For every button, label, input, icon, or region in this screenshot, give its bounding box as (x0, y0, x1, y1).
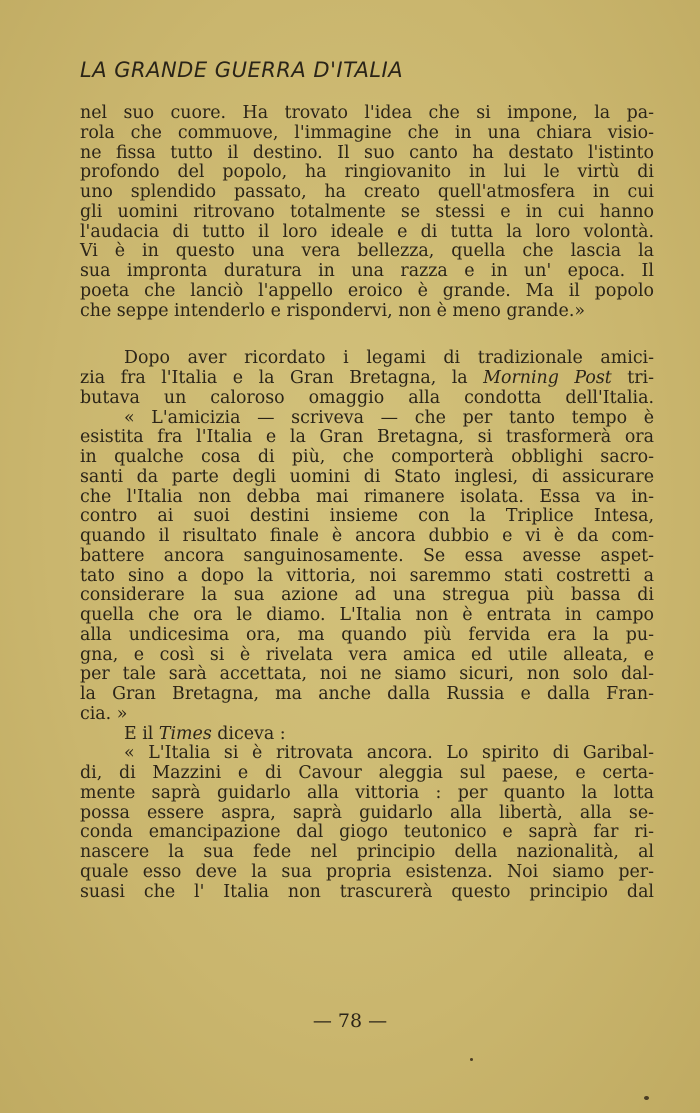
running-head: LA GRANDE GUERRA D'ITALIA (80, 58, 404, 82)
text-span: zia fra l'Italia e la Gran Bretagna, la (80, 368, 484, 388)
paper-speck (644, 1096, 649, 1100)
text-span: diceva : (211, 723, 286, 744)
text-line: che seppe intenderlo e rispondervi, non è meno grande.» (80, 300, 586, 321)
text-line: esistita fra l'Italia e la Gran Bretagna, si trasformerà ora (80, 427, 654, 448)
text-line: ne fissa tutto il destino. Il suo canto ha destato l'istinto (80, 142, 654, 163)
text-line: che l'Italia non debba mai rimanere isolata. Essa va in- (80, 486, 654, 507)
text-line: Dopo aver ricordato i legami di tradizionale amici- (124, 348, 654, 369)
text-line: Vi è in questo una vera bellezza, quella che lascia la (80, 241, 654, 262)
text-line (80, 369, 654, 389)
text-line (80, 725, 654, 745)
text-span: tri- (611, 368, 654, 388)
text-line: profondo del popolo, ha ringiovanito in lui le virtù di (80, 162, 654, 183)
paragraph-gap (80, 321, 654, 349)
text-line: santi da parte degli uomini di Stato inglesi, di assicurare (80, 466, 654, 487)
text-line: tato sino a dopo la vittoria, noi saremmo stati costretti a (80, 565, 654, 586)
text-line: suasi che l' Italia non trascurerà questo principio dal (80, 881, 654, 902)
text-line: quale esso deve la sua propria esistenza. Noi siamo per- (80, 861, 654, 882)
text-line: poeta che lanciò l'appello eroico è grande. Ma il popolo (80, 280, 654, 301)
text-line: in qualche cosa di più, che comporterà obblighi sacro- (80, 447, 654, 467)
text-line: battere ancora sanguinosamente. Se essa avesse aspet- (80, 545, 654, 566)
page-number: — 78 — (312, 1010, 388, 1032)
text-line: considerare la sua azione ad una stregua più bassa di (80, 585, 654, 606)
text-line: « L'amicizia — scriveva — che per tanto tempo è (124, 407, 654, 428)
text-line: contro ai suoi destini insieme con la Triplice Intesa, (80, 506, 654, 527)
text-line: gli uomini ritrovano totalmente se stessi e in cui hanno (80, 201, 654, 222)
text-line: alla undicesima ora, ma quando più fervida era la pu- (80, 624, 654, 645)
text-line: uno splendido passato, ha creato quell'atmosfera in cui (80, 182, 654, 202)
text-line: la Gran Bretagna, ma anche dalla Russia e dalla Fran- (80, 684, 654, 704)
text-line: « L'Italia si è ritrovata ancora. Lo spirito di Garibal- (124, 743, 654, 764)
text-line: per tale sarà accettata, noi ne siamo sicuri, non solo dal- (80, 664, 654, 685)
text-line: sua impronta duratura in una razza e in un' epoca. Il (80, 261, 654, 281)
text-line: conda emancipazione dal giogo teutonico e saprà far ri- (80, 822, 654, 843)
text-span: E il (124, 723, 159, 744)
text-line: mente saprà guidarlo alla vittoria : per quanto la lotta (80, 782, 654, 803)
text-line: nascere la sua fede nel principio della nazionalità, al (80, 842, 654, 862)
text-line: quando il risultato finale è ancora dubbio e vi è da com- (80, 526, 654, 546)
newspaper-title: Morning Post (483, 368, 612, 388)
newspaper-title: Times (158, 723, 212, 744)
text-line: gna, e così si è rivelata vera amica ed utile alleata, e (80, 644, 654, 665)
text-line: nel suo cuore. Ha trovato l'idea che si impone, la pa- (80, 103, 654, 123)
text-line: possa essere aspra, saprà guidarlo alla libertà, alla se- (80, 802, 654, 823)
text-line: quella che ora le diamo. L'Italia non è entrata in campo (80, 605, 654, 625)
text-line: rola che commuove, l'immagine che in una chiara visio- (80, 122, 654, 143)
text-line: cia. » (80, 703, 128, 724)
text-line: di, di Mazzini e di Cavour aleggia sul paese, e certa- (80, 763, 654, 783)
text-line: butava un caloroso omaggio alla condotta dell'Italia. (80, 387, 654, 408)
body-text (80, 104, 654, 902)
paper-speck (470, 1058, 473, 1061)
text-line: l'audacia di tutto il loro ideale e di tutta la loro volontà. (80, 221, 654, 242)
